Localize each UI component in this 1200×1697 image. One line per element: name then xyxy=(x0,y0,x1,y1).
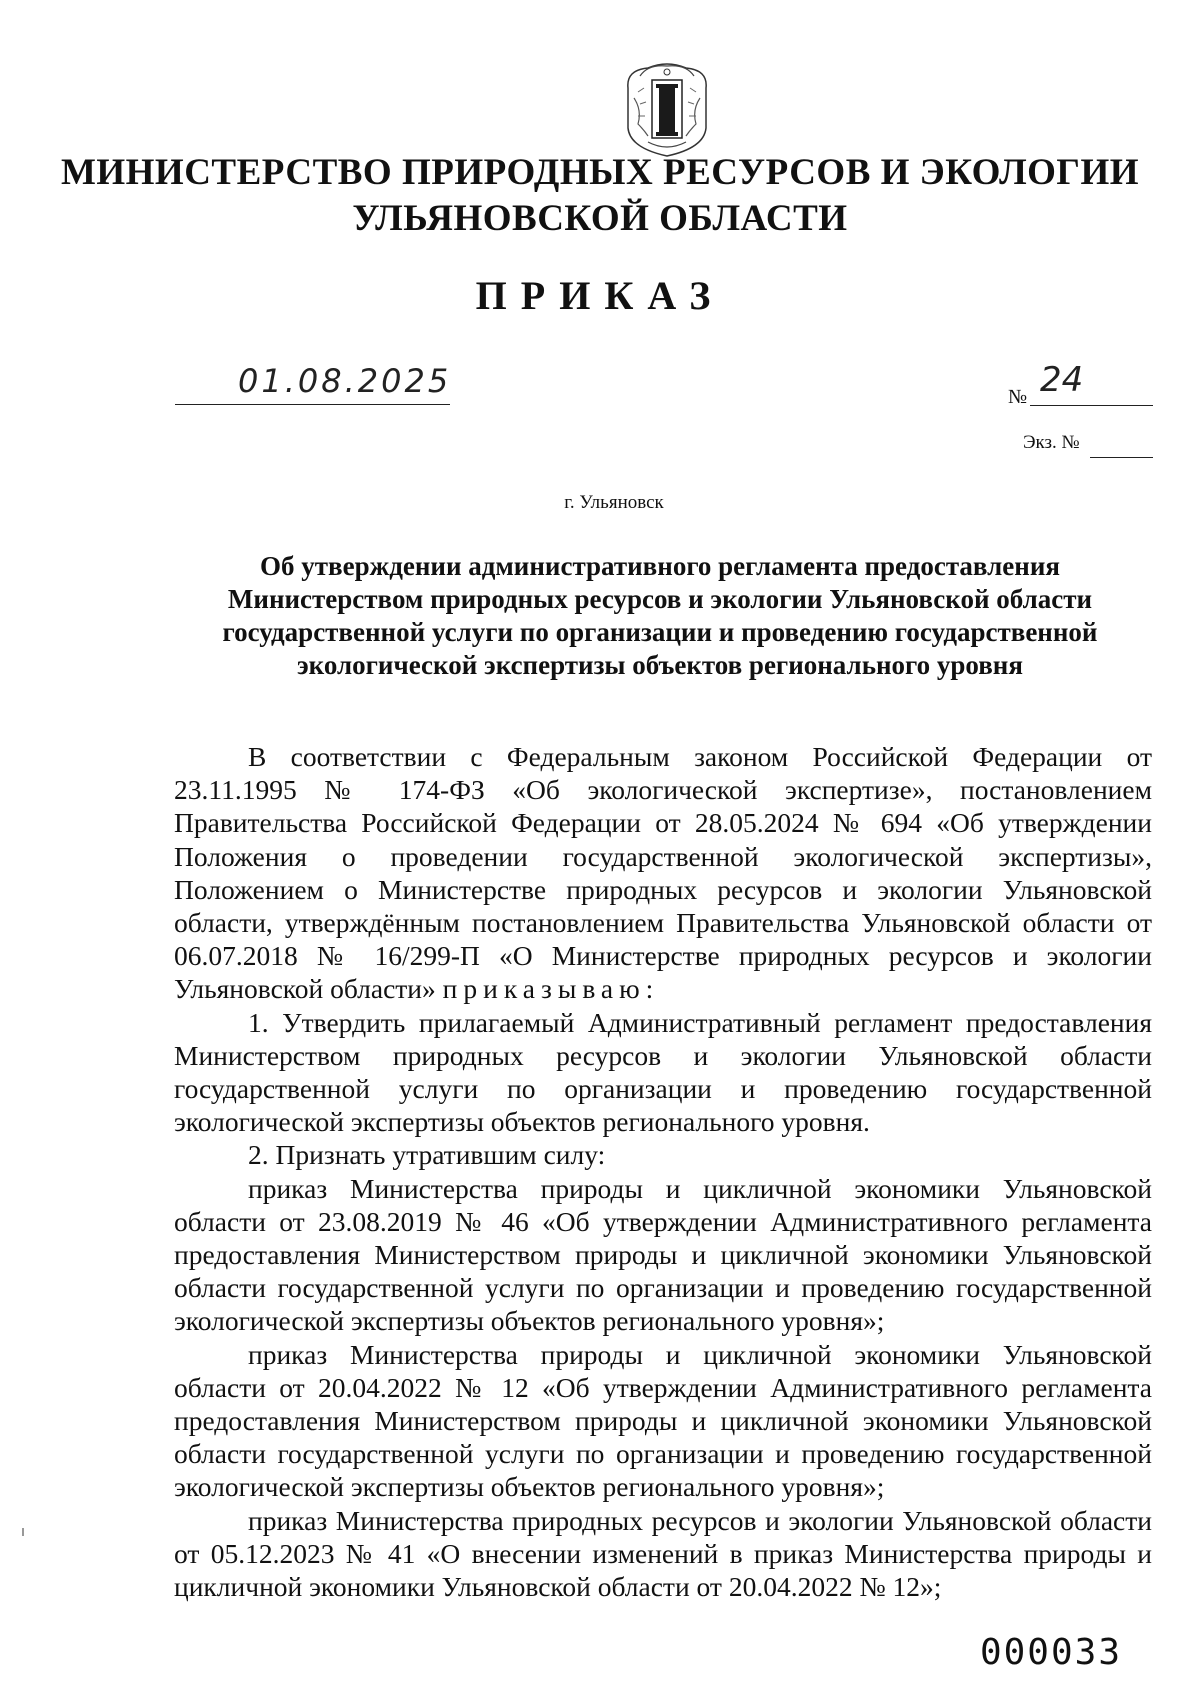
preamble-paragraph xyxy=(174,740,1152,1006)
handwritten-number: 24 xyxy=(1040,360,1084,400)
document-body xyxy=(174,740,1152,1603)
copy-number-label: Экз. № xyxy=(1023,432,1080,453)
margin-mark xyxy=(22,1528,24,1536)
ministry-name xyxy=(0,150,1200,242)
item-1-paragraph: 1. Утвердить прилагаемый Административный регламент предоставления Министерством природных ресурсов и экологии Ульяновской области государственной услуги по организации и проведению государственной экологической экспертизы объектов регионального уровня. xyxy=(174,1006,1152,1138)
ministry-name-line2: УЛЬЯНОВСКОЙ ОБЛАСТИ xyxy=(352,198,848,239)
item-2-paragraph: 2. Признать утратившим силу: xyxy=(248,1139,606,1171)
number-underline xyxy=(1030,405,1153,406)
order-word: приказываю: xyxy=(442,973,660,1005)
repealed-order-1: приказ Министерства природы и цикличной экономики Ульяновской области от 23.08.2019 № 46 «Об утверждении Административного регламента предоставления Министерством природы и цикличной экономики Ульяновской области государственной услуги по организации и проведению государственной экологической экспертизы объектов регионального уровня»; xyxy=(174,1172,1152,1337)
preamble-text: В соответствии с Федеральным законом Российской Федерации от 23.11.1995 № 174-ФЗ «Об экологической экспертизе», постановлением Правительства Российской Федерации от 28.05.2024 № 694 «Об утверждении Положения о проведении государственной экологической экспертизы», Положением о Министерстве природных ресурсов и экологии Ульяновской области, утверждённым постановлением Правительства Ульяновской области от 06.07.2018 № 16/299-П «О Министерстве природных ресурсов и экологии Ульяновской области» xyxy=(174,741,1152,1005)
order-title: ПРИКАЗ xyxy=(475,273,725,318)
city-name: г. Ульяновск xyxy=(564,492,664,513)
document-heading: Об утверждении административного регламента предоставления Министерством природных ресурсов и экологии Ульяновской области государственной услуги по организации и проведению государственной экологической экспертизы объектов регионального уровня xyxy=(222,551,1098,680)
number-label: № xyxy=(1008,386,1028,408)
form-serial-number: 000033 xyxy=(979,1632,1122,1673)
date-underline xyxy=(175,404,450,405)
repealed-order-2: приказ Министерства природы и цикличной экономики Ульяновской области от 20.04.2022 № 12 «Об утверждении Административного регламента предоставления Министерством природы и цикличной экономики Ульяновской области государственной услуги по организации и проведению государственной экологической экспертизы объектов регионального уровня»; xyxy=(174,1338,1152,1503)
copy-number-underline xyxy=(1090,457,1153,458)
repealed-order-3: приказ Министерства природных ресурсов и экологии Ульяновской области от 05.12.2023 № 41 «О внесении изменений в приказ Министерства природы и цикличной экономики Ульяновской области от 20.04.2022 № 12»; xyxy=(174,1504,1152,1603)
handwritten-date: 01.08.2025 xyxy=(238,362,452,400)
coat-of-arms-emblem xyxy=(618,58,716,158)
ministry-name-line1: МИНИСТЕРСТВО ПРИРОДНЫХ РЕСУРСОВ И ЭКОЛОГИИ xyxy=(60,152,1140,193)
